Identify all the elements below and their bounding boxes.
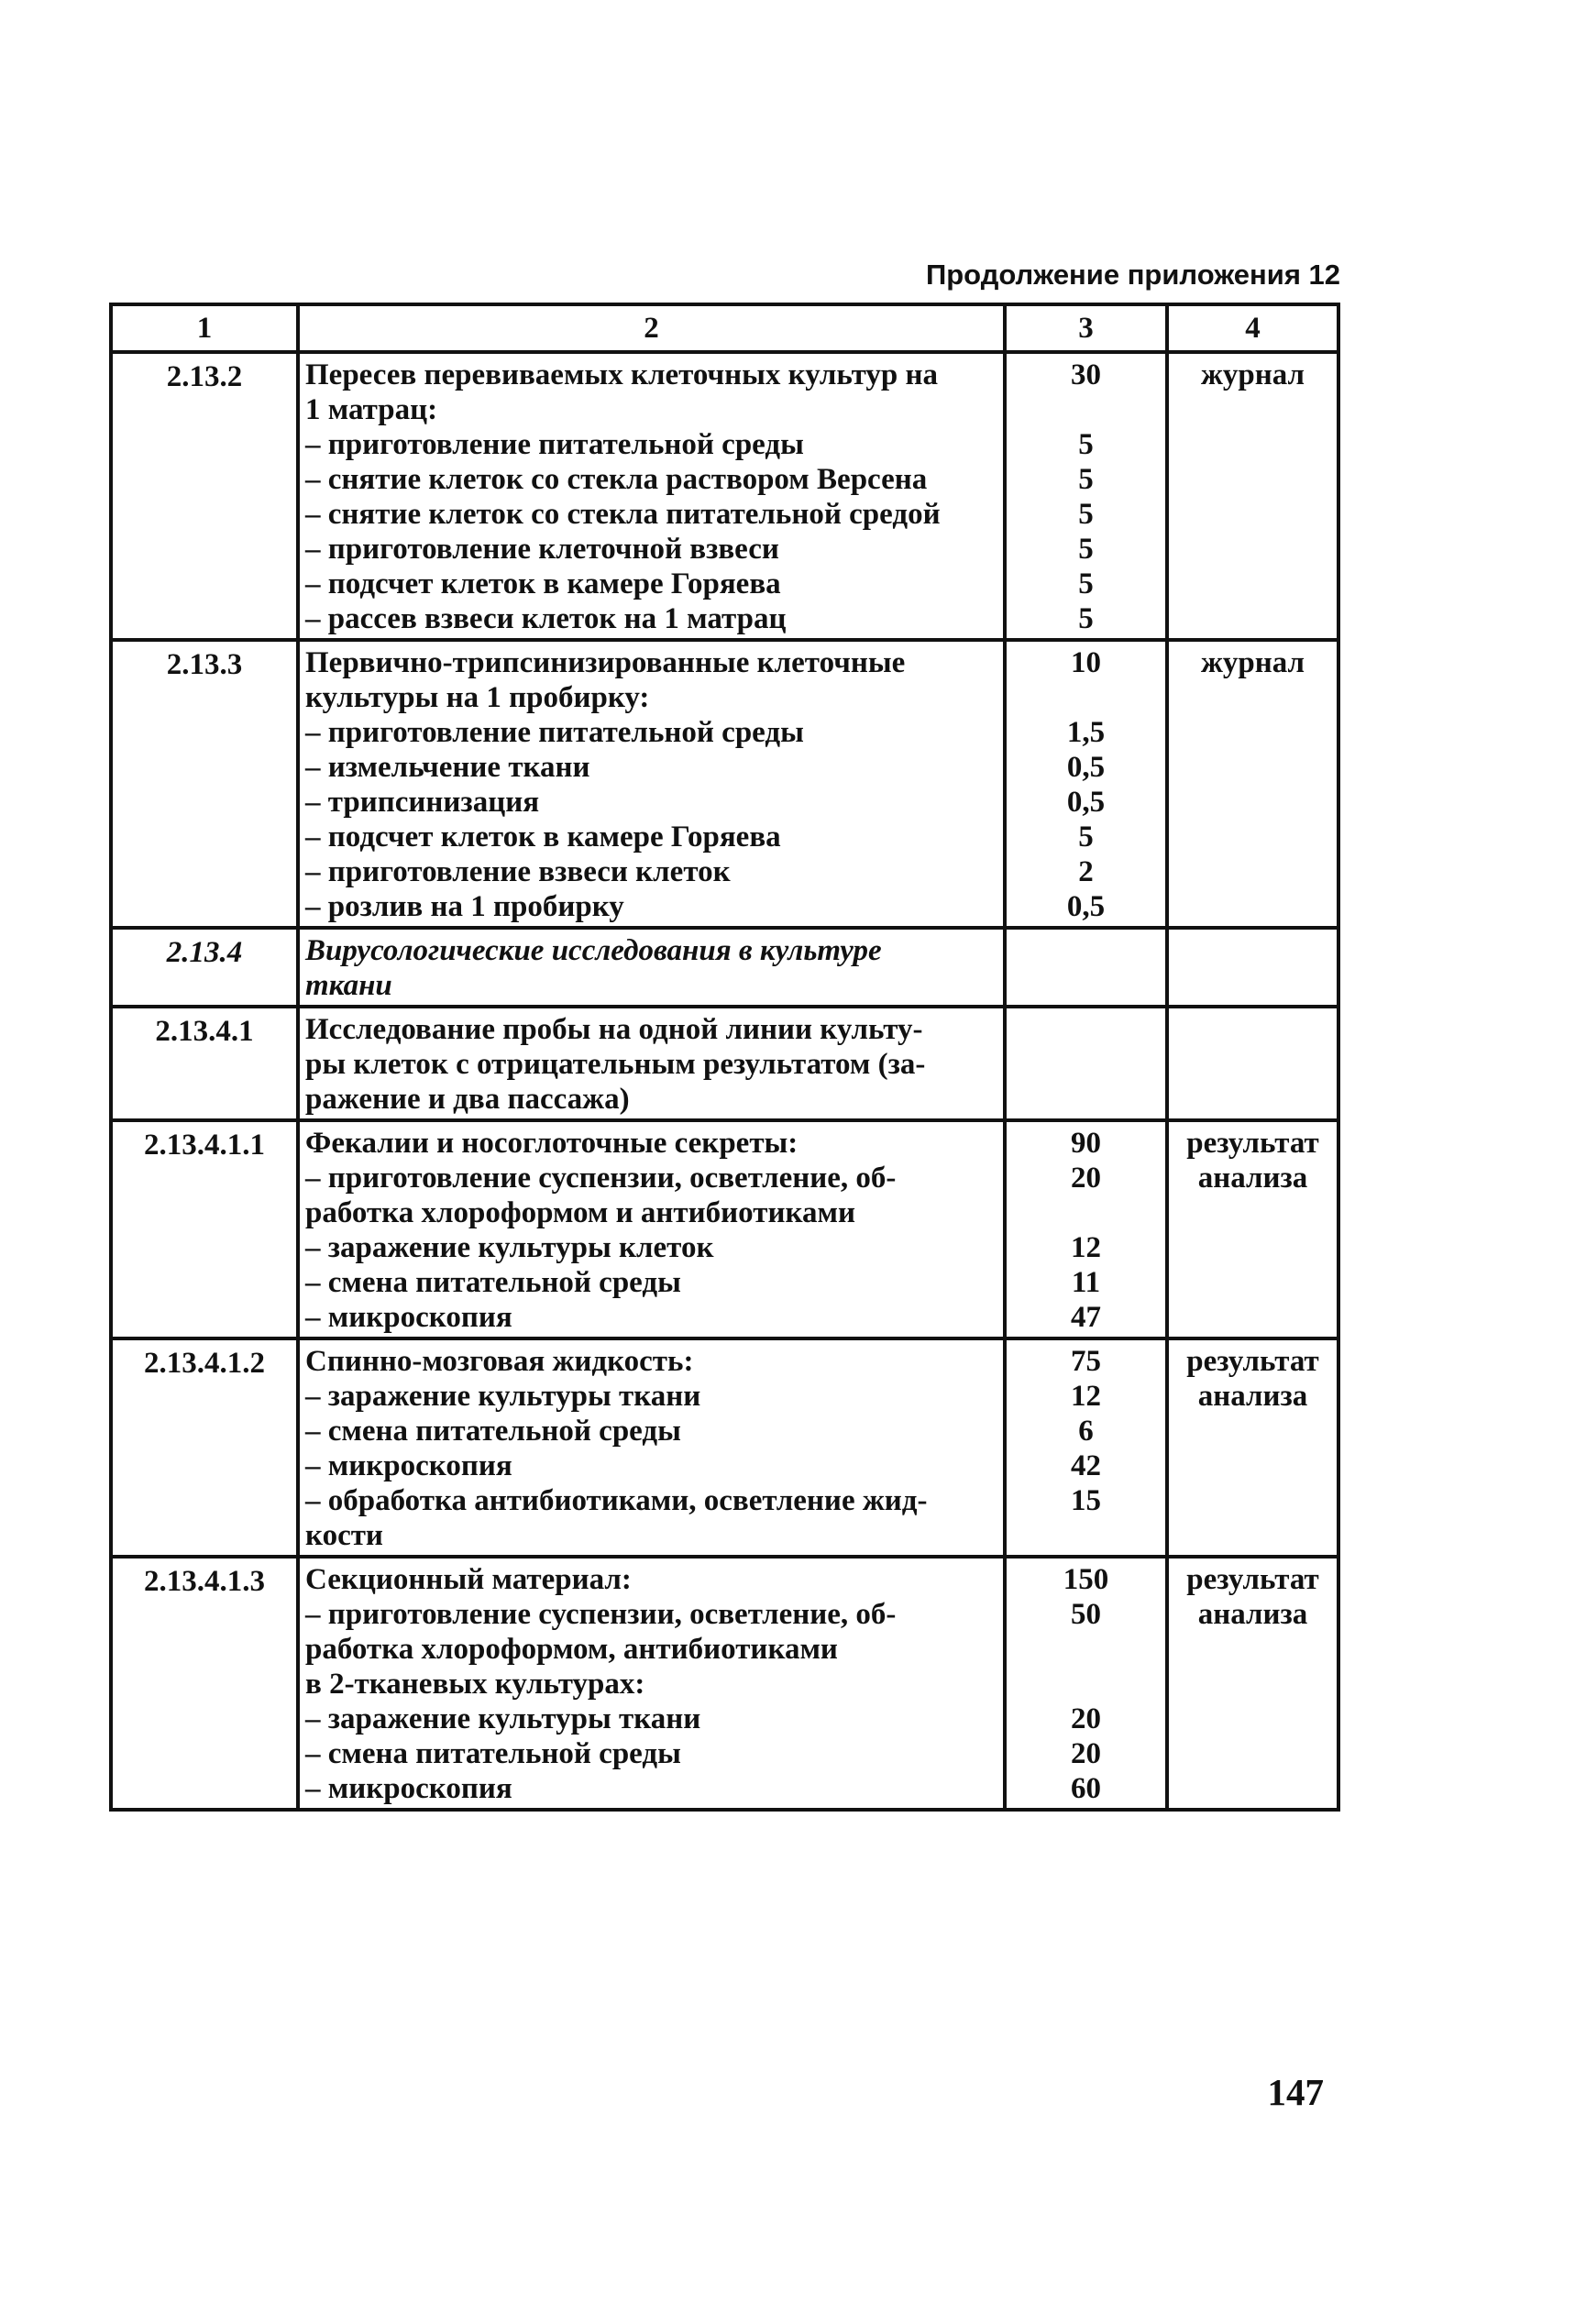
description-line: – приготовление суспензии, осветление, об- (305, 1162, 897, 1195)
description-line: Вирусологические исследования в культуре (305, 934, 882, 967)
description-line: ткани (305, 969, 392, 1002)
item-values (1005, 1120, 1167, 1338)
value-line: 5 (1078, 428, 1094, 461)
description-line: – заражение культуры ткани (305, 1380, 701, 1413)
table-row (111, 1557, 1338, 1810)
table-row (111, 1007, 1338, 1120)
record-form-line: анализа (1197, 1380, 1308, 1413)
value-line: 90 (1071, 1127, 1101, 1160)
description-line: – микроскопия (305, 1301, 512, 1334)
item-record-form (1167, 1338, 1338, 1557)
description-line: – заражение культуры ткани (305, 1702, 701, 1735)
item-description (298, 1557, 1005, 1810)
description-line: – заражение культуры клеток (305, 1231, 714, 1264)
description-line: работка хлороформом, антибиотиками (305, 1633, 838, 1666)
value-line: 20 (1071, 1737, 1101, 1770)
description-line: – измельчение ткани (305, 751, 590, 784)
value-line: 20 (1071, 1702, 1101, 1735)
item-record-form (1167, 640, 1338, 928)
value-line (1012, 1632, 1160, 1667)
item-code: 2.13.4.1 (111, 1007, 298, 1120)
item-values (1005, 352, 1167, 640)
description-line: – снятие клеток со стекла раствором Версена (305, 463, 928, 496)
item-record-form (1167, 928, 1338, 1007)
item-description (298, 928, 1005, 1007)
description-line: – приготовление питательной среды (305, 428, 804, 461)
record-form-line: анализа (1197, 1598, 1308, 1631)
value-line: 75 (1071, 1345, 1101, 1378)
value-line: 10 (1071, 646, 1101, 679)
description-line: – трипсинизация (305, 786, 540, 819)
value-line: 0,5 (1066, 751, 1106, 784)
description-line: Пересев перевиваемых клеточных культур на (305, 358, 939, 391)
record-form-line: результат (1186, 1127, 1319, 1160)
item-values (1005, 928, 1167, 1007)
item-record-form (1167, 1557, 1338, 1810)
value-line: 11 (1071, 1266, 1101, 1299)
record-form-line: результат (1186, 1563, 1319, 1596)
value-line: 5 (1078, 463, 1094, 496)
description-line: – микроскопия (305, 1772, 512, 1805)
value-line: 47 (1071, 1301, 1101, 1334)
table-row (111, 1120, 1338, 1338)
item-values (1005, 640, 1167, 928)
description-line: – приготовление суспензии, осветление, об- (305, 1598, 897, 1631)
description-line: – приготовление взвеси клеток (305, 855, 731, 888)
value-line: 15 (1071, 1484, 1101, 1517)
record-form-line: анализа (1197, 1162, 1308, 1195)
table-row (111, 928, 1338, 1007)
value-line: 5 (1078, 567, 1094, 600)
record-form-line: журнал (1200, 646, 1305, 679)
description-line: – обработка антибиотиками, осветление жид- (305, 1484, 928, 1517)
item-record-form (1167, 1007, 1338, 1120)
description-line: – снятие клеток со стекла питательной средой (305, 498, 941, 531)
value-line: 12 (1071, 1380, 1101, 1413)
record-form-line: журнал (1200, 358, 1305, 391)
value-line: 60 (1071, 1772, 1101, 1805)
value-line: 30 (1071, 358, 1101, 391)
description-line: Секционный материал: (305, 1563, 632, 1596)
value-line: 6 (1078, 1415, 1094, 1448)
description-line: – рассев взвеси клеток на 1 матрац (305, 602, 787, 635)
value-line: 5 (1078, 821, 1094, 854)
value-line (1012, 392, 1160, 427)
value-line (1012, 680, 1160, 715)
item-description (298, 1120, 1005, 1338)
table-row (111, 640, 1338, 928)
norms-table (109, 303, 1340, 1812)
item-record-form (1167, 352, 1338, 640)
description-line: ры клеток с отрицательным результатом (за- (305, 1048, 926, 1081)
item-description (298, 352, 1005, 640)
item-code: 2.13.4.1.1 (111, 1120, 298, 1338)
value-line: 150 (1063, 1563, 1109, 1596)
item-values (1005, 1557, 1167, 1810)
record-form-line: результат (1186, 1345, 1319, 1378)
table-body (111, 352, 1338, 1810)
table-row (111, 1338, 1338, 1557)
description-line: в 2-тканевых культурах: (305, 1668, 645, 1701)
description-line: культуры на 1 пробирку: (305, 681, 650, 714)
column-header: 1 (111, 304, 298, 352)
description-line: – смена питательной среды (305, 1737, 681, 1770)
value-line (1012, 1195, 1160, 1230)
description-line: – микроскопия (305, 1449, 512, 1482)
appendix-continuation-title: Продолжение приложения 12 (925, 259, 1340, 291)
value-line: 1,5 (1066, 716, 1106, 749)
table-row (111, 352, 1338, 640)
value-line: 20 (1071, 1162, 1101, 1195)
description-line: 1 матрац: (305, 393, 438, 426)
table-header-row (111, 304, 1338, 352)
item-description (298, 1338, 1005, 1557)
item-description (298, 1007, 1005, 1120)
column-header: 3 (1005, 304, 1167, 352)
description-line: Исследование пробы на одной линии культу- (305, 1013, 923, 1046)
value-line (1012, 1518, 1160, 1553)
description-line: Спинно-мозговая жидкость: (305, 1345, 694, 1378)
description-line: – подсчет клеток в камере Горяева (305, 821, 781, 854)
description-line: – приготовление питательной среды (305, 716, 804, 749)
description-line: работка хлороформом и антибиотиками (305, 1196, 855, 1229)
description-line: Фекалии и носоглоточные секреты: (305, 1127, 799, 1160)
item-code: 2.13.4.1.2 (111, 1338, 298, 1557)
description-line: – смена питательной среды (305, 1266, 681, 1299)
item-values (1005, 1007, 1167, 1120)
value-line: 50 (1071, 1598, 1101, 1631)
description-line: Первично-трипсинизированные клеточные (305, 646, 906, 679)
description-line: ражение и два пассажа) (305, 1083, 630, 1116)
value-line: 5 (1078, 533, 1094, 566)
description-line: – приготовление клеточной взвеси (305, 533, 779, 566)
description-line: – розлив на 1 пробирку (305, 890, 624, 923)
value-line: 5 (1078, 498, 1094, 531)
item-code: 2.13.2 (111, 352, 298, 640)
item-code: 2.13.4.1.3 (111, 1557, 298, 1810)
description-line: – подсчет клеток в камере Горяева (305, 567, 781, 600)
item-code: 2.13.4 (111, 928, 298, 1007)
value-line: 2 (1078, 855, 1094, 888)
value-line (1012, 1667, 1160, 1702)
column-header: 4 (1167, 304, 1338, 352)
value-line: 0,5 (1066, 786, 1106, 819)
value-line: 12 (1071, 1231, 1101, 1264)
value-line: 42 (1071, 1449, 1101, 1482)
value-line: 0,5 (1066, 890, 1106, 923)
column-header: 2 (298, 304, 1005, 352)
item-record-form (1167, 1120, 1338, 1338)
page-number: 147 (1267, 2071, 1324, 2113)
item-values (1005, 1338, 1167, 1557)
item-code: 2.13.3 (111, 640, 298, 928)
item-description (298, 640, 1005, 928)
description-line: – смена питательной среды (305, 1415, 681, 1448)
value-line: 5 (1078, 602, 1094, 635)
description-line: кости (305, 1519, 383, 1552)
